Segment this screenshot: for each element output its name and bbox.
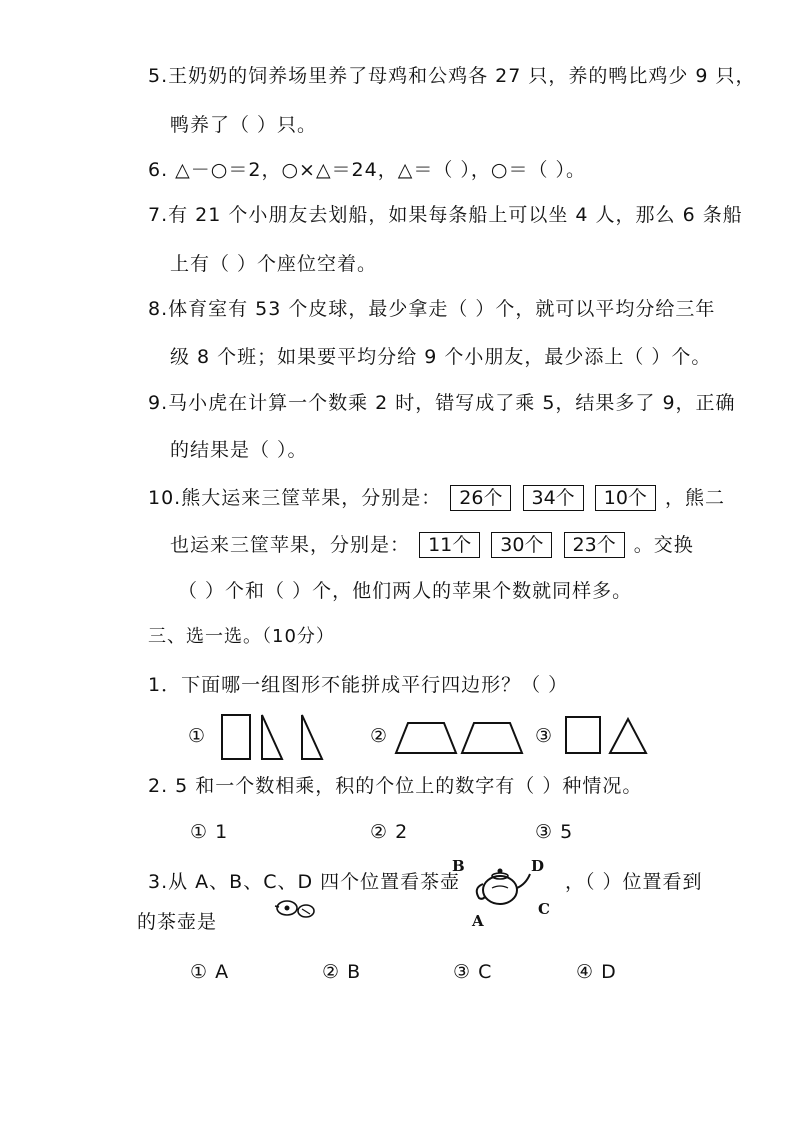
s3q3-suffix: ，（ ）位置看到: [565, 871, 703, 893]
s3q3-line2: 的茶壶是: [137, 911, 218, 933]
s3q3-option-4: ④ D: [576, 961, 617, 983]
q10-line1-prefix: 10.熊大运来三筐苹果，分别是：: [148, 487, 442, 509]
s3q3-option-1: ① A: [190, 961, 230, 983]
q10-line2: [170, 532, 694, 558]
s3q1-option3-label: ③: [535, 725, 554, 747]
xionger-box-2: 30个: [491, 532, 552, 558]
s3q3-option-2: ② B: [322, 961, 362, 983]
q10-line1-suffix: ，熊二: [664, 487, 725, 509]
q10-line2-prefix: 也运来三筐苹果，分别是：: [170, 534, 411, 556]
position-label-c: C: [538, 900, 550, 918]
s3q2-question: 2. 5 和一个数相乘，积的个位上的数字有（ ）种情况。: [148, 775, 643, 797]
right-triangle-shape: [262, 715, 282, 759]
position-label-d: D: [531, 857, 545, 875]
q8-line2: 级 8 个班；如果要平均分给 9 个小朋友，最少添上（ ）个。: [170, 346, 712, 368]
s3q1-option2-label: ②: [370, 725, 389, 747]
q5-line2: 鸭养了（ ）只。: [170, 114, 318, 136]
q9-line1: 9.马小虎在计算一个数乘 2 时，错写成了乘 5，结果多了 9，正确: [148, 392, 736, 414]
xiongda-box-1: 26个: [450, 485, 511, 511]
q7-line2: 上有（ ）个座位空着。: [170, 253, 378, 275]
s3q3-option-3: ③ C: [453, 961, 493, 983]
trapezoid-shape-2: [462, 723, 522, 753]
q10-line2-suffix: 。交换: [633, 534, 694, 556]
q10-line3: （ ）个和（ ）个，他们两人的苹果个数就同样多。: [178, 580, 633, 602]
teapot-top-view-icon: [273, 896, 319, 922]
xionger-box-1: 11个: [419, 532, 480, 558]
trapezoid-shape: [396, 723, 456, 753]
s3q3-prefix: 3.从 A、B、C、D 四个位置看茶壶: [148, 871, 461, 893]
option1-figures: [220, 712, 326, 762]
square-shape: [566, 717, 600, 753]
teapot-icon: [470, 860, 534, 910]
q6-line1: 6. △－○＝2，○×△＝24，△＝（ ），○＝（ ）。: [148, 159, 587, 181]
q8-line1: 8.体育室有 53 个皮球，最少拿走（ ）个，就可以平均分给三年: [148, 298, 716, 320]
q7-line1: 7.有 21 个小朋友去划船，如果每条船上可以坐 4 人，那么 6 条船: [148, 204, 743, 226]
right-triangle-shape-2: [302, 715, 322, 759]
s3q1-option1-label: ①: [188, 725, 207, 747]
q9-line2: 的结果是（ ）。: [170, 439, 308, 461]
s3q2-option-3: ③ 5: [535, 821, 574, 843]
s3q1-question: 1．下面哪一组图形不能拼成平行四边形？（ ）: [148, 674, 569, 696]
position-label-a: A: [472, 912, 484, 930]
s3q2-option-1: ① 1: [190, 821, 229, 843]
section3-heading: 三、选一选。（10分）: [148, 626, 335, 647]
s3q2-option-2: ② 2: [370, 821, 409, 843]
position-label-b: B: [452, 857, 465, 875]
option2-figures: [394, 720, 526, 756]
q10-line1: [148, 485, 725, 511]
rectangle-shape: [222, 715, 250, 759]
xiongda-box-2: 34个: [523, 485, 584, 511]
xiongda-box-3: 10个: [595, 485, 656, 511]
q5-line1: 5.王奶奶的饲养场里养了母鸡和公鸡各 27 只，养的鸭比鸡少 9 只，: [148, 65, 756, 87]
option3-figures: [564, 714, 650, 756]
triangle-shape: [610, 719, 646, 753]
xionger-box-3: 23个: [564, 532, 625, 558]
